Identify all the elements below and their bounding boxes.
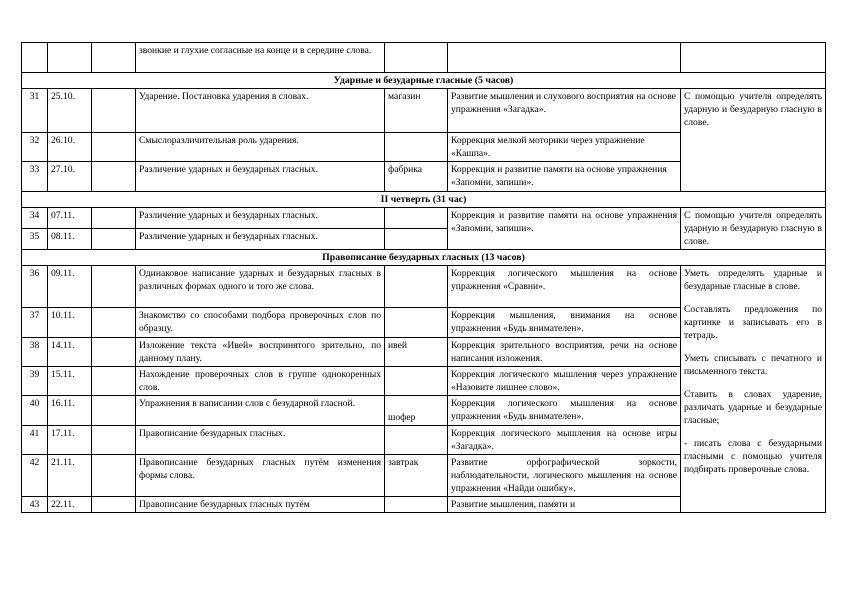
vocabulary-word: [385, 43, 448, 73]
correction-work: Коррекция логического мышления через упражнение «Назовите лишнее слово».: [448, 367, 681, 396]
correction-work: Развитие мышления, памяти и: [448, 497, 681, 513]
lesson-number: 43: [22, 497, 48, 513]
lesson-number: 40: [22, 396, 48, 426]
vocabulary-word: [385, 367, 448, 396]
lesson-number: 42: [22, 455, 48, 497]
requirement-item: Составлять предложения по картинке и записывать его в тетрадь.: [684, 304, 822, 341]
lesson-date: 25.10.: [48, 89, 92, 133]
correction-work: Коррекция мышления, внимания на основе упражнения «Будь внимателен».: [448, 308, 681, 338]
correction-work: Коррекция логического мышления на основе игры «Загадка».: [448, 426, 681, 455]
lesson-number: 35: [22, 229, 48, 250]
section-title: Ударные и безударные гласные (5 часов): [22, 73, 826, 89]
lesson-topic: Правописание безударных гласных путём: [136, 497, 385, 513]
correction-work: Коррекция и развитие памяти на основе упражнения «Запомни, запиши».: [448, 162, 681, 192]
lesson-date: 27.10.: [48, 162, 92, 192]
empty-cell: [92, 396, 136, 426]
empty-cell: [92, 162, 136, 192]
lesson-number: 31: [22, 89, 48, 133]
lesson-number: 36: [22, 266, 48, 308]
empty-cell: [92, 229, 136, 250]
vocabulary-word: шофер: [385, 396, 448, 426]
correction-work: Коррекция логического мышления на основе упражнения «Сравни».: [448, 266, 681, 308]
lesson-number: 41: [22, 426, 48, 455]
vocabulary-word: [385, 208, 448, 229]
section-header: [22, 73, 826, 89]
lesson-date: 08.11.: [48, 229, 92, 250]
empty-cell: [92, 426, 136, 455]
requirement-item: Уметь списывать с печатного и письменного текста.: [684, 353, 822, 377]
lesson-topic: Смыслоразличительная роль ударения.: [136, 133, 385, 162]
lesson-date: 22.11.: [48, 497, 92, 513]
lesson-topic: звонкие и глухие согласные на конце и в середине слова.: [136, 43, 385, 73]
lesson-topic: Одинаковое написание ударных и безударных гласных в различных формах одного и того же слова.: [136, 266, 385, 308]
lesson-topic: Различение ударных и безударных гласных.: [136, 208, 385, 229]
vocabulary-word: [385, 308, 448, 338]
empty-cell: [92, 208, 136, 229]
vocabulary-word: фабрика: [385, 162, 448, 192]
empty-cell: [681, 43, 826, 73]
student-requirements: [681, 266, 826, 513]
lesson-date: 17.11.: [48, 426, 92, 455]
lesson-number: 33: [22, 162, 48, 192]
vocabulary-word: [385, 266, 448, 308]
vocabulary-word: [385, 497, 448, 513]
lesson-topic: Изложение текста «Ивей» воспринятого зрительно, по данному плану.: [136, 338, 385, 367]
lesson-date: [48, 43, 92, 73]
table-row: [22, 89, 826, 133]
lesson-number: [22, 43, 48, 73]
lesson-date: 14.11.: [48, 338, 92, 367]
lesson-plan-table: [21, 42, 826, 513]
empty-cell: [92, 308, 136, 338]
empty-cell: [92, 367, 136, 396]
lesson-topic: Нахождение проверочных слов в группе однокоренных слов.: [136, 367, 385, 396]
table-row: [22, 266, 826, 308]
lesson-date: 21.11.: [48, 455, 92, 497]
vocabulary-word: [385, 133, 448, 162]
correction-work: [448, 43, 681, 73]
correction-work: Коррекция зрительного восприятия, речи на основе написания изложения.: [448, 338, 681, 367]
section-title: II четверть (31 час): [22, 192, 826, 208]
lesson-number: 37: [22, 308, 48, 338]
table-row: [22, 208, 826, 229]
lesson-date: 26.10.: [48, 133, 92, 162]
correction-work: Коррекция и развитие памяти на основе упражнения «Запомни, запиши».: [448, 208, 681, 250]
lesson-number: 39: [22, 367, 48, 396]
lesson-topic: Различение ударных и безударных гласных.: [136, 162, 385, 192]
correction-work: Коррекция логического мышления на основе упражнения «Будь внимателен».: [448, 396, 681, 426]
student-requirements: С помощью учителя определять ударную и безударную гласную в слове.: [681, 89, 826, 192]
vocabulary-word: ивей: [385, 338, 448, 367]
lesson-date: 15.11.: [48, 367, 92, 396]
lesson-date: 16.11.: [48, 396, 92, 426]
empty-cell: [92, 455, 136, 497]
section-header: [22, 192, 826, 208]
lesson-date: 10.11.: [48, 308, 92, 338]
lesson-date: 09.11.: [48, 266, 92, 308]
vocabulary-word: [385, 229, 448, 250]
empty-cell: [92, 266, 136, 308]
vocabulary-word: магазин: [385, 89, 448, 133]
lesson-date: 07.11.: [48, 208, 92, 229]
student-requirements: С помощью учителя определять ударную и безударную гласную в слове.: [681, 208, 826, 250]
lesson-topic: Знакомство со способами подбора проверочных слов по образцу.: [136, 308, 385, 338]
vocabulary-word: [385, 426, 448, 455]
requirement-item: Ставить в словах ударение, различать ударные и безударные гласные;: [684, 389, 822, 426]
section-title: Правописание безударных гласных (13 часов): [22, 250, 826, 266]
lesson-topic: Правописание безударных гласных.: [136, 426, 385, 455]
section-header: [22, 250, 826, 266]
lesson-topic: Ударение. Постановка ударения в словах.: [136, 89, 385, 133]
empty-cell: [92, 338, 136, 367]
correction-work: Развитие мышления и слухового восприятия на основе упражнения «Загадка».: [448, 89, 681, 133]
empty-cell: [92, 89, 136, 133]
correction-work: Развитие орфографической зоркости, наблюдательности, логического мышления на основе упражнения «Найди ошибку».: [448, 455, 681, 497]
lesson-number: 32: [22, 133, 48, 162]
empty-cell: [92, 497, 136, 513]
requirement-item: - писать слова с безударными гласными с помощью учителя подбирать проверочные слова.: [684, 438, 822, 475]
lesson-topic: Различение ударных и безударных гласных.: [136, 229, 385, 250]
lesson-number: 38: [22, 338, 48, 367]
lesson-number: 34: [22, 208, 48, 229]
empty-cell: [92, 43, 136, 73]
vocabulary-word: завтрак: [385, 455, 448, 497]
correction-work: Коррекция мелкой моторики через упражнение «Кашпа».: [448, 133, 681, 162]
table-row: [22, 43, 826, 73]
lesson-topic: Упражнения в написании слов с безударной гласной.: [136, 396, 385, 426]
lesson-topic: Правописание безударных гласных путём изменения формы слова.: [136, 455, 385, 497]
empty-cell: [92, 133, 136, 162]
requirement-item: Уметь определять ударные и безударные гласные в слове.: [684, 268, 822, 292]
